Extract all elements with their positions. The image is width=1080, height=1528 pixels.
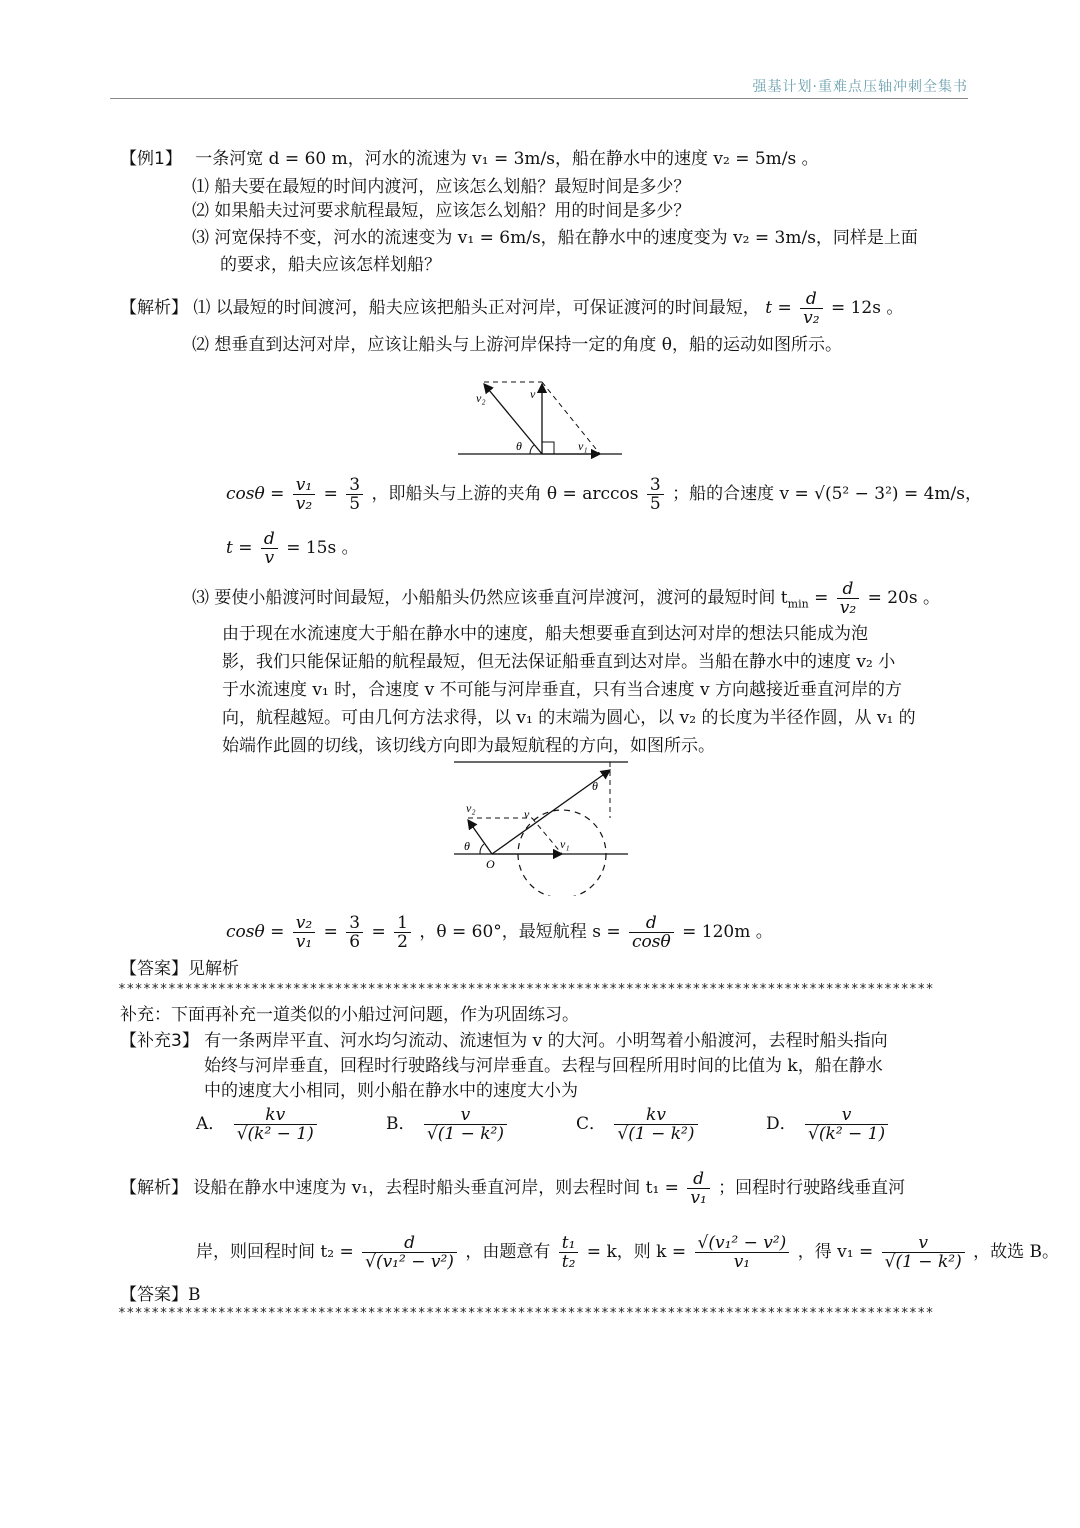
option-d-den: √(k² − 1)	[808, 1124, 886, 1144]
p3-f2-num: 3	[346, 914, 363, 933]
option-d-letter: D．	[766, 1114, 797, 1134]
p1-lhs: t =	[765, 298, 792, 318]
p2-t-res: = 15s 。	[286, 538, 359, 558]
solution3-ratio-num: t₁	[559, 1234, 579, 1253]
p2-f3-num: 3	[647, 476, 664, 495]
stars-divider-1: **************************************************************************************************	[118, 982, 935, 997]
solution3-k-den: v₁	[733, 1252, 751, 1272]
example1-stem: 一条河宽 d = 60 m，河水的流速为 v₁ = 3m/s，船在静水中的速度 v₂ = 5m/s 。	[195, 149, 819, 169]
p2-frac3	[647, 476, 664, 513]
figure2-dash-radius	[532, 818, 562, 854]
solution3-line1	[120, 1170, 905, 1207]
answer1: 【答案】见解析	[120, 959, 239, 979]
answer3: 【答案】B	[120, 1285, 201, 1305]
figure2-vector-diagram	[452, 756, 632, 896]
p3-f2-den: 6	[349, 932, 361, 952]
solution1-p1: ⑴ 以最短的时间渡河，船夫应该把船头正对河岸，可保证渡河的时间最短，	[193, 298, 760, 318]
solution3-l1-num: d	[687, 1170, 709, 1189]
figure2-v2-arrow	[468, 820, 492, 854]
p3-min: min	[787, 597, 809, 611]
figure2-label-theta: θ	[464, 839, 470, 853]
solution3-k-num: √(v₁² − v²)	[695, 1234, 790, 1253]
figure1-label-theta: θ	[516, 439, 522, 453]
p3-line1: 由于现在水流速度大于船在静水中的速度，船夫想要垂直到达河对岸的想法只能成为泡	[222, 624, 868, 644]
option-d-num: v	[805, 1106, 888, 1125]
solution3-l2a: 岸，则回程时间 t₂ =	[196, 1242, 354, 1262]
p2-f3-den: 5	[649, 494, 661, 514]
solution3-l1-den: v₁	[690, 1188, 707, 1208]
figure2-label-o: O	[486, 857, 495, 871]
figure2-angle-arc	[480, 844, 484, 854]
option-a-num: kv	[234, 1106, 317, 1125]
p3-f2	[346, 914, 363, 951]
solution1-p2: ⑵ 想垂直到达河对岸，应该让船头与上游河岸保持一定的角度 θ，船的运动如图所示。	[192, 335, 843, 355]
solution3-l2-num: d	[362, 1234, 457, 1253]
p3-mid: ，θ = 60°，最短航程 s =	[419, 922, 621, 942]
p2-t-lhs: t =	[226, 538, 253, 558]
option-b-den: √(1 − k²)	[426, 1124, 504, 1144]
figure1-angle-arc	[530, 445, 534, 454]
option-d-frac	[805, 1106, 888, 1143]
solution1-p2-formula: cosθ = $\frac{\text{v₁}}{\text{v₂}}$ = $\frac{3}{5}$ ，即船头与上游的夹角 θ = arccos $\frac{3}{5}$ ；船的合速度 v = √(5² − 3²) = 4m/s，	[226, 475, 983, 514]
option-c[interactable]	[576, 1106, 701, 1143]
p2-tail: ；船的合速度 v = √(5² − 3²) = 4m/s，	[672, 484, 983, 504]
option-d[interactable]	[766, 1106, 891, 1143]
p3-line5: 始端作此圆的切线，该切线方向即为最短航程的方向，如图所示。	[222, 736, 715, 756]
p3-s-den: cosθ	[632, 932, 671, 952]
example1-q3a: ⑶ 河宽保持不变，河水的流速变为 v₁ = 6m/s，船在静水中的速度变为 v₂ = 3m/s，同样是上面	[192, 228, 918, 248]
option-b-frac	[424, 1106, 507, 1143]
p2-frac1	[293, 476, 315, 513]
solution3-l2-den: √(v₁² − v²)	[365, 1252, 454, 1272]
solution3-l2c: = k，则 k =	[586, 1242, 687, 1262]
solution3-l2d: ，得 v₁ =	[797, 1242, 874, 1262]
p3-f1-den: v₁	[295, 932, 313, 952]
figure1-vector-diagram	[450, 370, 630, 462]
supplement3-l2: 始终与河岸垂直，回程时行驶路线与河岸垂直。去程与回程所用时间的比值为 k，船在静水	[204, 1056, 883, 1076]
option-a[interactable]	[196, 1106, 320, 1143]
solution1-p3-formula: cosθ = $\frac{\text{v₂}}{\text{v₁}}$ = $\frac{3}{6}$ = $\frac{1}{2}$ ，θ = 60°，最短航程 s = $\frac{d}{\cos\theta}$ = 120m 。	[226, 913, 773, 952]
figure1-label-v2: v₂	[476, 391, 486, 405]
p3-cos: cosθ =	[226, 922, 285, 942]
stars-divider-2: **************************************************************************************************	[118, 1306, 935, 1321]
figure1-right-angle	[542, 442, 554, 454]
option-a-letter: A．	[196, 1114, 226, 1134]
option-c-letter: C．	[576, 1114, 607, 1134]
supplement3-l1: 有一条两岸平直、河水均匀流动、流速恒为 v 的大河。小明驾着小船渡河，去程时船头指向	[204, 1031, 888, 1051]
header-title: 强基计划·重难点压轴冲刺全集书	[752, 79, 968, 95]
solution1-p2-time	[226, 530, 359, 567]
p3-s-num: d	[629, 914, 674, 933]
figure2-circle	[518, 810, 606, 896]
p3-line4: 向，航程越短。可由几何方法求得，以 v₁ 的末端为圆心，以 v₂ 的长度为半径作圆，从 v₁ 的	[222, 708, 916, 728]
figure1-label-v: v	[530, 387, 536, 401]
supplement-intro: 补充：下面再补充一道类似的小船过河问题，作为巩固练习。	[120, 1005, 579, 1025]
solution1-p3-intro	[192, 580, 940, 617]
p3-f1	[293, 914, 315, 951]
p3-f3-num: 1	[394, 914, 411, 933]
p2-t-den: v	[264, 548, 275, 568]
p2-cos: cosθ =	[226, 484, 285, 504]
example1-label: 【例1】	[120, 149, 182, 169]
solution3-line2	[196, 1234, 1059, 1271]
p2-f2-den: 5	[349, 494, 361, 514]
p2-f1-num: v₁	[293, 476, 315, 495]
example1-q2: ⑵ 如果船夫过河要求航程最短，应该怎么划船？用的时间是多少？	[192, 201, 691, 221]
option-a-frac	[234, 1106, 317, 1143]
solution3-l1b: ；回程时行驶路线垂直河	[718, 1178, 906, 1198]
p2-t-num: d	[261, 530, 278, 549]
example1-q1: ⑴ 船夫要在最短的时间内渡河，应该怎么划船？最短时间是多少？	[192, 177, 691, 197]
supplement3-label: 【补充3】	[120, 1031, 199, 1051]
option-b[interactable]	[386, 1106, 510, 1143]
p3-f1-num: v₂	[293, 914, 315, 933]
solution3-label: 【解析】	[120, 1178, 188, 1198]
solution3-l2b: ，由题意有	[465, 1242, 551, 1262]
solution3-l1a: 设船在静水中速度为 v₁，去程时船头垂直河岸，则去程时间 t₁ =	[193, 1178, 679, 1198]
p1-num: d	[800, 290, 822, 309]
solution3-l2-frac	[362, 1234, 457, 1271]
p2-mid: ，即船头与上游的夹角 θ = arccos	[371, 484, 639, 504]
solution3-v-frac	[882, 1234, 965, 1271]
p3-s-res: = 120m 。	[682, 922, 773, 942]
p3-frac	[837, 580, 859, 617]
p3-a: ⑶ 要使小船渡河时间最短，小船船头仍然应该垂直河岸渡河，渡河的最短时间 t	[192, 588, 788, 608]
option-a-den: √(k² − 1)	[236, 1124, 314, 1144]
p3-line3: 于水流速度 v₁ 时，合速度 v 不可能与河岸垂直，只有当合速度 v 方向越接近垂直河岸的方	[222, 680, 903, 700]
p2-frac2	[346, 476, 363, 513]
p3-line2: 影，我们只能保证船的航程最短，但无法保证船垂直到达对岸。当船在静水中的速度 v₂ 小	[222, 652, 896, 672]
option-c-num: kv	[614, 1106, 697, 1125]
solution3-ratio	[559, 1234, 579, 1271]
figure2-label-v: v	[524, 807, 530, 821]
option-c-den: √(1 − k²)	[617, 1124, 695, 1144]
example1-q3b: 的要求，船夫应该怎样划船？	[220, 255, 441, 275]
p3-f3	[394, 914, 411, 951]
solution3-k-frac	[695, 1234, 790, 1271]
option-c-frac	[614, 1106, 697, 1143]
p1-den: v₂	[803, 308, 820, 328]
solution3-l2e: ，故选 B。	[973, 1242, 1060, 1262]
figure1-dash-diag	[542, 382, 600, 454]
option-b-num: v	[424, 1106, 507, 1125]
supplement3-line1	[120, 1030, 888, 1052]
p2-f2-num: 3	[346, 476, 363, 495]
p1-fraction	[800, 290, 822, 327]
header-divider	[110, 98, 968, 99]
solution3-v-num: v	[882, 1234, 965, 1253]
figure2-label-v2: v₂	[466, 801, 476, 815]
solution3-l1-frac	[687, 1170, 709, 1207]
solution1-line1	[120, 290, 903, 327]
p3-eq: =	[814, 588, 829, 608]
figure1-label-v1: v₁	[578, 439, 588, 453]
p2-f1-den: v₂	[295, 494, 313, 514]
p3-res: = 20s 。	[867, 588, 940, 608]
solution3-v-den: √(1 − k²)	[884, 1252, 962, 1272]
example1-block	[120, 148, 819, 170]
p3-f3-den: 2	[397, 932, 408, 952]
solution1-label: 【解析】	[120, 298, 188, 318]
p2-t-frac	[261, 530, 278, 567]
supplement3-l3: 中的速度大小相同，则小船在静水中的速度大小为	[204, 1081, 578, 1101]
p3-s-frac	[629, 914, 674, 951]
figure2-label-v1: v₁	[560, 837, 570, 851]
p3-den: v₂	[839, 598, 857, 618]
p1-result: = 12s 。	[830, 298, 904, 318]
solution3-ratio-den: t₂	[561, 1252, 576, 1272]
option-b-letter: B．	[386, 1114, 416, 1134]
p3-num: d	[837, 580, 859, 599]
figure2-label-theta2: θ	[592, 779, 598, 793]
